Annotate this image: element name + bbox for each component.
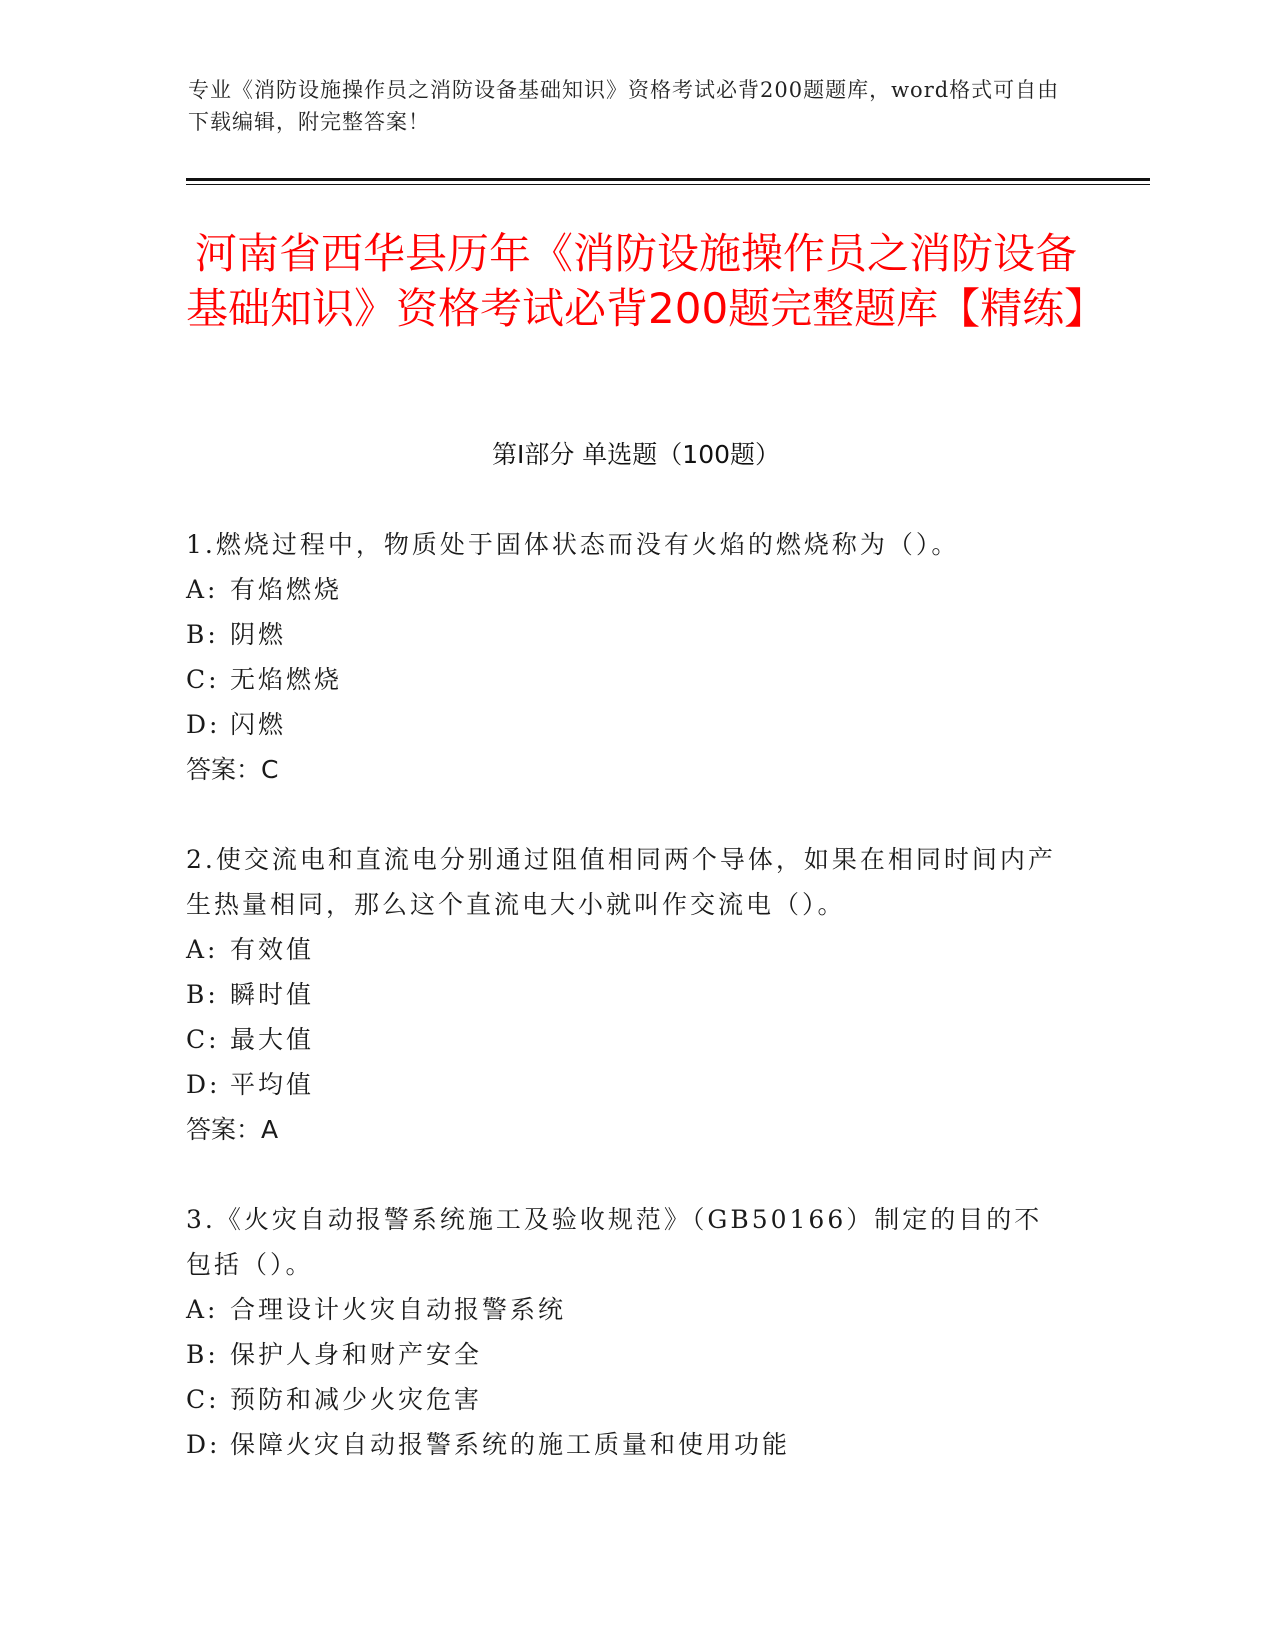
- option-text: 平均值: [230, 1070, 315, 1099]
- option-key: B:: [186, 1340, 219, 1369]
- option-key: B:: [186, 620, 219, 649]
- option-a: [186, 1287, 1066, 1332]
- option-text: 闪燃: [230, 710, 287, 739]
- header-note: 专业《消防设施操作员之消防设备基础知识》资格考试必背200题题库，word格式可自由下载编辑，附完整答案！: [188, 78, 1060, 134]
- option-text: 有焰燃烧: [230, 575, 343, 604]
- option-key: C:: [186, 1025, 220, 1054]
- question-1: [186, 522, 1066, 792]
- option-text: 合理设计火灾自动报警系统: [230, 1295, 567, 1324]
- option-key: A:: [186, 1295, 219, 1324]
- option-text: 保护人身和财产安全: [230, 1340, 483, 1369]
- option-text: 保障火灾自动报警系统的施工质量和使用功能: [230, 1430, 791, 1459]
- option-key: D:: [186, 710, 221, 739]
- option-d: [186, 1422, 1066, 1467]
- option-key: D:: [186, 1430, 221, 1459]
- question-list: [186, 522, 1066, 1512]
- option-text: 最大值: [230, 1025, 315, 1054]
- section-title: 第Ⅰ部分 单选题（100题）: [491, 440, 781, 469]
- answer: 答案：A: [186, 1115, 279, 1144]
- question-3: [186, 1197, 1066, 1467]
- option-key: A:: [186, 575, 219, 604]
- option-d: [186, 1062, 1066, 1107]
- question-stem: 1.燃烧过程中，物质处于固体状态而没有火焰的燃烧称为（）。: [186, 530, 960, 559]
- option-b: [186, 612, 1066, 657]
- option-b: [186, 972, 1066, 1017]
- option-key: C:: [186, 665, 220, 694]
- option-d: [186, 702, 1066, 747]
- question-2: [186, 837, 1066, 1152]
- option-c: [186, 1017, 1066, 1062]
- option-c: [186, 657, 1066, 702]
- option-key: D:: [186, 1070, 221, 1099]
- option-text: 瞬时值: [230, 980, 315, 1009]
- document-title: 河南省西华县历年《消防设施操作员之消防设备基础知识》资格考试必背200题完整题库【精练】: [186, 229, 1107, 333]
- answer: 答案：C: [186, 755, 279, 784]
- question-stem: 3.《火灾自动报警系统施工及验收规范》（GB50166）制定的目的不包括（）。: [186, 1205, 1043, 1279]
- header-rule-thin: [186, 184, 1150, 185]
- option-key: A:: [186, 935, 219, 964]
- option-a: [186, 927, 1066, 972]
- question-stem: 2.使交流电和直流电分别通过阻值相同两个导体，如果在相同时间内产生热量相同，那么这个直流电大小就叫作交流电（）。: [186, 845, 1056, 919]
- header-rule-thick: [186, 178, 1150, 181]
- option-c: [186, 1377, 1066, 1422]
- option-text: 有效值: [230, 935, 315, 964]
- option-text: 阴燃: [230, 620, 287, 649]
- option-text: 预防和减少火灾危害: [230, 1385, 483, 1414]
- option-a: [186, 567, 1066, 612]
- option-b: [186, 1332, 1066, 1377]
- option-text: 无焰燃烧: [230, 665, 343, 694]
- option-key: C:: [186, 1385, 220, 1414]
- option-key: B:: [186, 980, 219, 1009]
